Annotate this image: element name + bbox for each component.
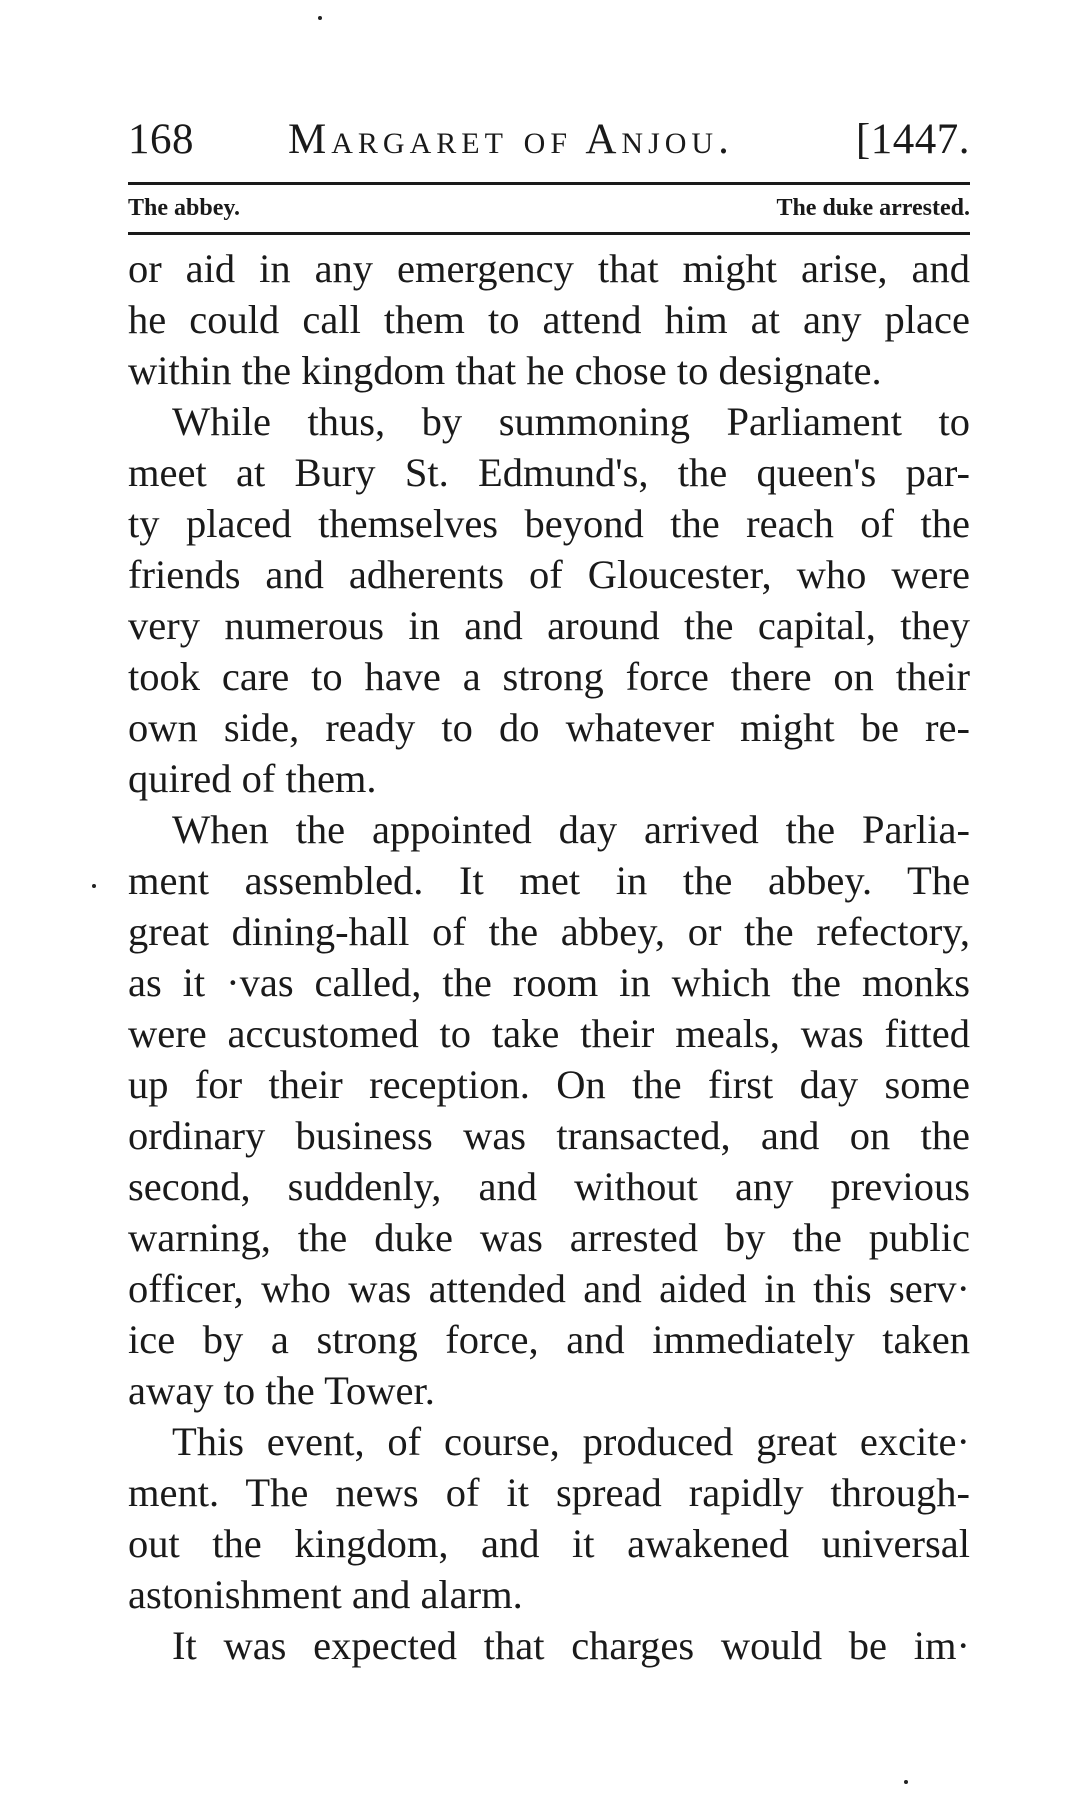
text-line: ment. The news of it spread rapidly through- [128, 1470, 970, 1515]
paragraph-1 [128, 243, 970, 396]
text-line: or aid in any emergency that might arise, and [128, 246, 970, 291]
text-line: very numerous in and around the capital, they [128, 603, 970, 648]
text-line: quired of them. [128, 756, 377, 801]
subheader-right: The duke arrested. [776, 195, 970, 221]
text-line: he could call them to attend him at any place [128, 297, 970, 342]
text-line: out the kingdom, and it awakened universal [128, 1521, 970, 1566]
text-line: While thus, by summoning Parliament to [172, 399, 970, 444]
paragraph-3 [128, 804, 970, 1416]
header-year: [1447. [855, 116, 970, 163]
text-line: officer, who was attended and aided in this serv· [128, 1266, 970, 1311]
text-line: warning, the duke was arrested by the public [128, 1215, 970, 1260]
text-line: It was expected that charges would be im· [172, 1623, 970, 1668]
text-line: ty placed themselves beyond the reach of the [128, 501, 970, 546]
text-line: ordinary business was transacted, and on the [128, 1113, 970, 1158]
running-header [128, 110, 970, 170]
marginal-subheader [128, 188, 970, 228]
print-speck [904, 1780, 908, 1784]
paragraph-2 [128, 396, 970, 804]
running-title: Margaret of Anjou. [288, 116, 734, 163]
text-line: ice by a strong force, and immediately taken [128, 1317, 970, 1362]
text-line: astonishment and alarm. [128, 1572, 523, 1617]
page-number: 168 [128, 116, 194, 163]
paragraph-5 [128, 1620, 970, 1671]
subheader-left: The abbey. [128, 195, 241, 221]
text-line: meet at Bury St. Edmund's, the queen's par- [128, 450, 970, 495]
text-line: as it ·vas called, the room in which the monks [128, 960, 970, 1005]
body-text [128, 243, 970, 1671]
text-line: took care to have a strong force there on their [128, 654, 970, 699]
header-rule-top [128, 182, 970, 185]
text-line: within the kingdom that he chose to designate. [128, 348, 882, 393]
text-line: away to the Tower. [128, 1368, 435, 1413]
text-line: second, suddenly, and without any previous [128, 1164, 970, 1209]
text-line: were accustomed to take their meals, was fitted [128, 1011, 970, 1056]
paragraph-4 [128, 1416, 970, 1620]
print-speck [92, 884, 96, 888]
text-line: This event, of course, produced great excite· [172, 1419, 970, 1464]
header-rule-bottom [128, 232, 970, 235]
text-line: friends and adherents of Gloucester, who were [128, 552, 970, 597]
text-line: When the appointed day arrived the Parlia- [172, 807, 970, 852]
print-speck [318, 16, 322, 20]
text-line: great dining-hall of the abbey, or the refectory, [128, 909, 970, 954]
text-line: ment assembled. It met in the abbey. The [128, 858, 970, 903]
text-line: up for their reception. On the first day some [128, 1062, 970, 1107]
text-line: own side, ready to do whatever might be re- [128, 705, 970, 750]
